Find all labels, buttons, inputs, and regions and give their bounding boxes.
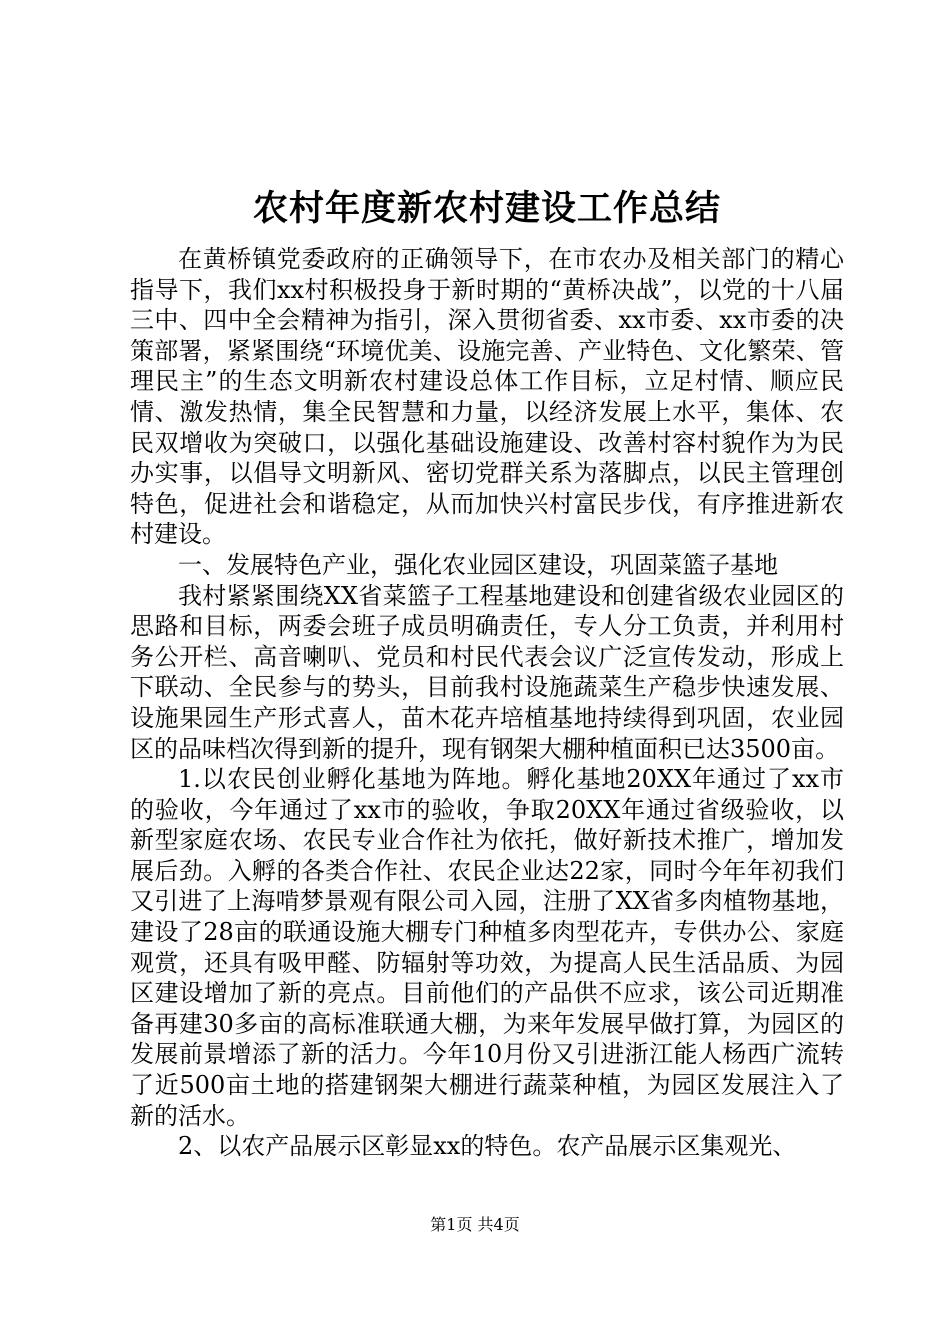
page-footer: 第1页 共4页 (430, 1215, 520, 1234)
paragraph-item-1: 1.以农民创业孵化基地为阵地。孵化基地20XX年通过了xx市的验收，今年通过了xx市的验收，争取20XX年通过省级验收，以新型家庭农场、农民专业合作社为依托，做好新技术推广，增加发展后劲。入孵的各类合作社、农民企业达22家，同时今年年初我们又引进了上海啃梦景观有限公司入园，注册了XX省多肉植物基地，建设了28亩的联通设施大棚专门种植多肉型花卉，专供办公、家庭观赏，还具有吸甲醛、防辐射等功效，为提高人民生活品质、为园区建设增加了新的亮点。目前他们的产品供不应求，该公司近期准备再建30多亩的高标准联通大棚，为来年发展早做打算，为园区的发展前景增添了新的活力。今年10月份又引进浙江能人杨西广流转了近500亩土地的搭建钢架大棚进行蔬菜种植，为园区发展注入了新的活水。 (130, 765, 844, 1130)
document-title: 农村年度新农村建设工作总结 (252, 188, 721, 229)
paragraph-intro: 在黄桥镇党委政府的正确领导下，在市农办及相关部门的精心指导下，我们xx村积极投身于新时期的“黄桥决战”，以党的十八届三中、四中全会精神为指引，深入贯彻省委、xx市委、xx市委的决策部署，紧紧围绕“环境优美、设施完善、产业特色、文化繁荣、管理民主”的生态文明新农村建设总体工作目标，立足村情、顺应民情、激发热情，集全民智慧和力量，以经济发展上水平，集体、农民双增收为突破口，以强化基础设施建设、改善村容村貌作为为民办实事，以倡导文明新风、密切党群关系为落脚点，以民主管理创特色，促进社会和谐稳定，从而加快兴村富民步伐，有序推进新农村建设。 (130, 245, 844, 549)
section-heading-1: 一、发展特色产业，强化农业园区建设，巩固菜篮子基地 (178, 550, 778, 579)
paragraph-item-2: 2、以农产品展示区彰显xx的特色。农产品展示区集观光、 (178, 1132, 797, 1161)
paragraph-section-1: 我村紧紧围绕XX省菜篮子工程基地建设和创建省级农业园区的思路和目标，两委会班子成员明确责任，专人分工负责，并利用村务公开栏、高音喇叭、党员和村民代表会议广泛宣传发动，形成上下联动、全民参与的势头，目前我村设施蔬菜生产稳步快速发展、设施果园生产形式喜人，苗木花卉培植基地持续得到巩固，农业园区的品味档次得到新的提升，现有钢架大棚种植面积已达3500亩。 (130, 581, 844, 763)
document-body (130, 184, 844, 1162)
